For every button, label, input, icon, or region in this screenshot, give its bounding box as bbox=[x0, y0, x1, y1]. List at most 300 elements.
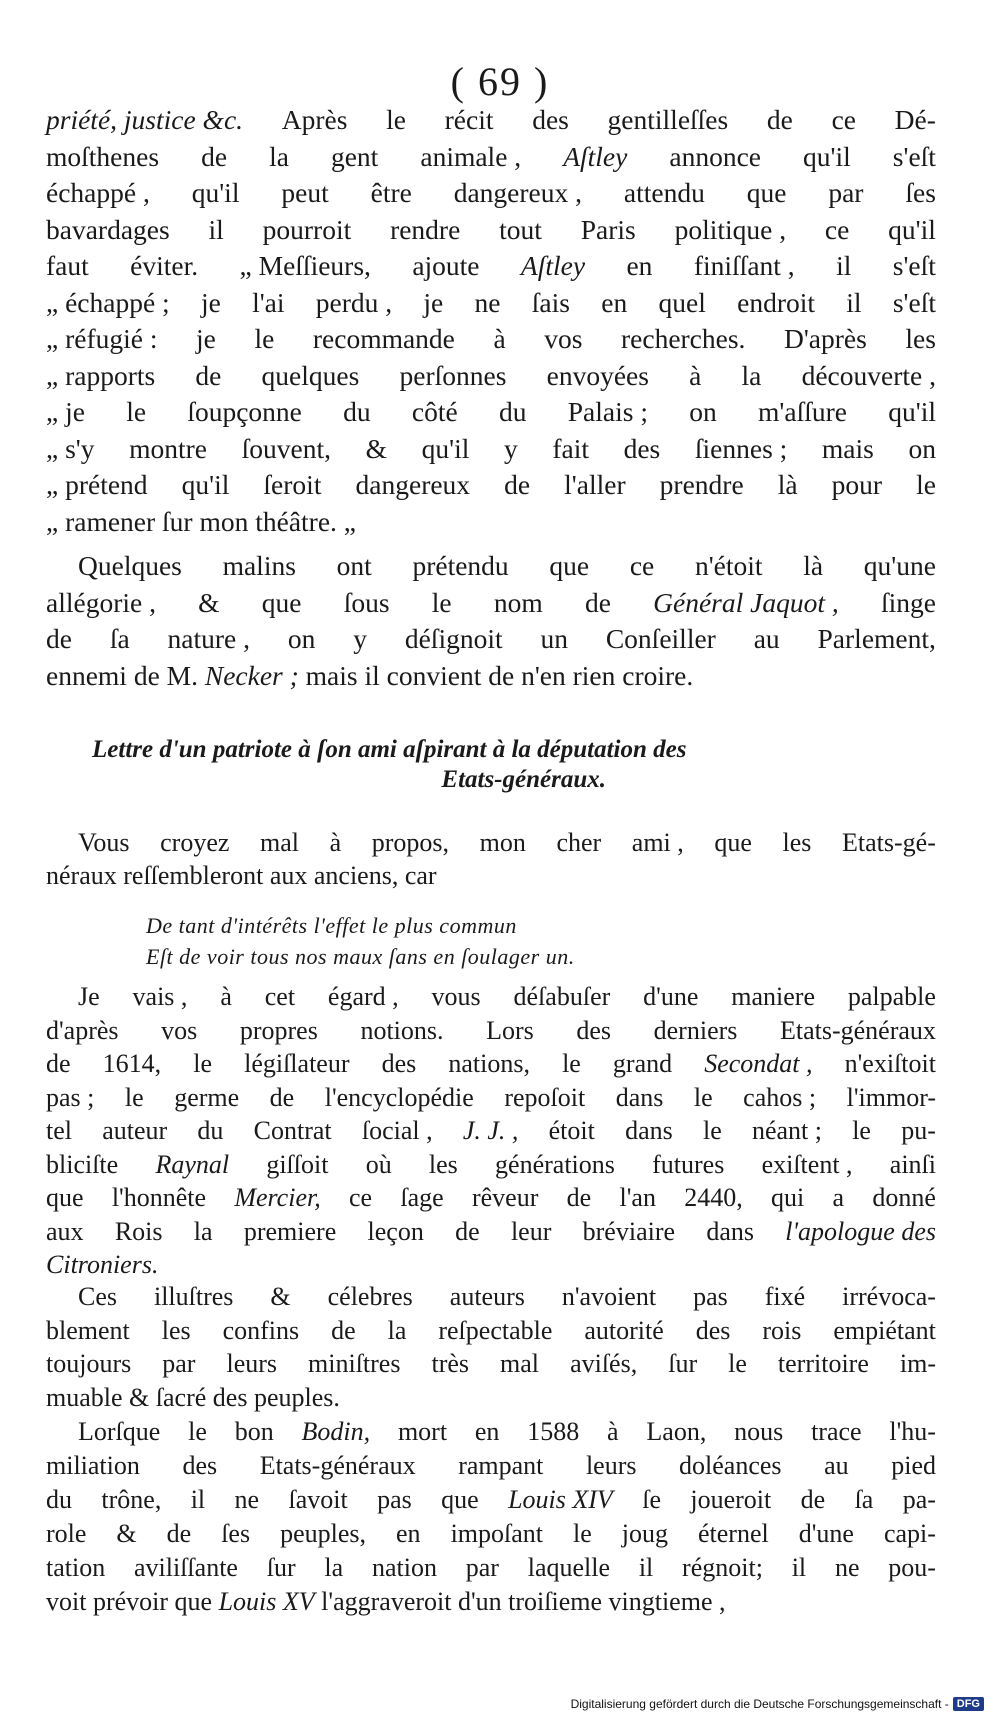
word: allégorie , bbox=[46, 586, 156, 618]
word: croyez bbox=[160, 828, 230, 857]
word: ſa bbox=[854, 1485, 874, 1514]
word: empiétant bbox=[833, 1315, 936, 1345]
word: déſabuſer bbox=[513, 982, 611, 1011]
word: il bbox=[208, 213, 224, 245]
word: ajoute bbox=[412, 250, 480, 281]
word: le bbox=[573, 1519, 592, 1548]
text-line bbox=[46, 1415, 936, 1449]
word: qu'une bbox=[863, 550, 936, 581]
word: le bbox=[254, 323, 275, 354]
word: Conſeiller bbox=[605, 623, 716, 654]
word: du bbox=[499, 396, 527, 427]
word: Ces bbox=[78, 1282, 117, 1311]
word: maniere bbox=[731, 982, 815, 1011]
word: nous bbox=[734, 1417, 784, 1446]
word: cher bbox=[556, 828, 602, 857]
word: quel bbox=[658, 286, 706, 318]
word: animale , bbox=[420, 140, 522, 172]
word: Citroniers. bbox=[46, 1250, 159, 1279]
word: de bbox=[584, 586, 611, 618]
word: le bbox=[702, 1116, 722, 1145]
word: irrévoca- bbox=[842, 1282, 936, 1311]
word: „ échappé ; bbox=[46, 286, 170, 318]
word: Quelques bbox=[78, 550, 182, 581]
word: qu'il bbox=[888, 213, 936, 245]
word: Aſtley bbox=[563, 140, 628, 172]
word: ne bbox=[234, 1485, 260, 1514]
text-line bbox=[46, 1014, 936, 1048]
text-line bbox=[46, 1517, 936, 1551]
text-line bbox=[46, 859, 936, 892]
word: des bbox=[532, 104, 569, 135]
text-line bbox=[46, 658, 936, 695]
word: „ je bbox=[46, 396, 85, 427]
text-line bbox=[46, 1181, 936, 1215]
word: germe bbox=[174, 1082, 240, 1112]
word: au bbox=[753, 623, 780, 654]
word: role bbox=[46, 1519, 87, 1548]
dfg-logo-icon: DFG bbox=[953, 1697, 984, 1711]
word: auteur bbox=[102, 1116, 168, 1145]
text-line bbox=[46, 102, 936, 139]
text-line bbox=[46, 1081, 936, 1115]
word: des bbox=[212, 1382, 248, 1412]
word: il bbox=[638, 1553, 654, 1582]
word: leurs bbox=[585, 1451, 637, 1480]
word: on bbox=[908, 432, 936, 464]
word: égard , bbox=[327, 982, 399, 1011]
word: donné bbox=[872, 1183, 936, 1212]
word: Lors bbox=[486, 1015, 534, 1045]
word: leçon bbox=[367, 1216, 424, 1246]
word: de bbox=[766, 104, 793, 135]
word: ſouvent, bbox=[241, 432, 331, 464]
word: d'une bbox=[643, 982, 699, 1011]
word: miniſtres bbox=[308, 1349, 401, 1378]
word: le bbox=[916, 469, 936, 500]
word: aux bbox=[46, 1216, 84, 1246]
word: la bbox=[324, 1553, 344, 1582]
word: théâtre. „ bbox=[255, 505, 356, 537]
word: Général Jaquot , bbox=[653, 586, 839, 618]
word: 2440, bbox=[684, 1183, 743, 1212]
word: échappé , bbox=[46, 177, 150, 208]
word: les bbox=[428, 1149, 458, 1179]
text-line bbox=[46, 504, 936, 541]
word: joueroit bbox=[690, 1485, 772, 1514]
word: fixé bbox=[764, 1282, 806, 1311]
text-line bbox=[46, 139, 936, 176]
word: pied bbox=[891, 1451, 936, 1480]
word: grand bbox=[612, 1049, 673, 1078]
word: illuſtres bbox=[153, 1282, 234, 1311]
word: propos, bbox=[371, 828, 450, 857]
word: étoit bbox=[548, 1116, 595, 1145]
paragraph-1 bbox=[46, 102, 936, 540]
text-line bbox=[46, 248, 936, 285]
word: premiere bbox=[243, 1216, 337, 1246]
word: Paris bbox=[580, 213, 636, 245]
word: ſais bbox=[531, 286, 570, 318]
verse-line-2: Eſt de voir tous nos maux ſans en ſoulager un. bbox=[146, 944, 575, 969]
word: „ prétend bbox=[46, 469, 148, 500]
word: politique , bbox=[674, 213, 787, 245]
word: ſavoit bbox=[288, 1485, 348, 1514]
word: aux bbox=[269, 861, 308, 890]
text-line bbox=[46, 321, 936, 358]
word: régnoit; bbox=[682, 1553, 763, 1582]
word: en bbox=[626, 250, 653, 281]
word: bliciſte bbox=[46, 1149, 119, 1179]
word: ainſi bbox=[889, 1149, 936, 1179]
word: perdu , bbox=[315, 286, 393, 318]
word: autorité bbox=[584, 1315, 664, 1345]
word: de bbox=[331, 1315, 356, 1345]
word: à bbox=[220, 982, 232, 1011]
text-line bbox=[46, 1114, 936, 1148]
word: bréviaire bbox=[582, 1216, 676, 1246]
letter-title-line-1 bbox=[46, 734, 936, 766]
word: attendu bbox=[623, 177, 705, 208]
word: ce bbox=[831, 104, 856, 135]
word: vos bbox=[544, 323, 583, 354]
word: dans bbox=[706, 1216, 754, 1246]
text-line bbox=[46, 1248, 936, 1282]
word: nations, bbox=[448, 1049, 530, 1078]
word: blement bbox=[46, 1315, 130, 1345]
word: peuples. bbox=[253, 1382, 340, 1412]
word: mal bbox=[500, 1349, 540, 1378]
word: de bbox=[566, 1183, 592, 1212]
word: le bbox=[126, 396, 147, 427]
word: ont bbox=[336, 550, 372, 581]
word: leurs bbox=[226, 1349, 278, 1378]
word: joug bbox=[621, 1519, 668, 1548]
word: ſinge bbox=[880, 586, 936, 618]
word: prendre bbox=[659, 469, 744, 500]
word: à bbox=[493, 323, 506, 354]
word: recherches. bbox=[621, 323, 746, 354]
word: mon bbox=[199, 505, 249, 537]
word: endroit bbox=[737, 286, 816, 318]
word: que bbox=[549, 550, 590, 581]
word: capi- bbox=[883, 1519, 936, 1548]
word: du bbox=[343, 396, 371, 427]
word: quelques bbox=[261, 359, 360, 391]
text-line bbox=[46, 467, 936, 504]
word: à bbox=[329, 828, 342, 857]
word: pas bbox=[377, 1485, 412, 1514]
word: M. bbox=[166, 659, 198, 691]
word: priété, justice &c. bbox=[46, 104, 244, 135]
digitization-footer bbox=[571, 1697, 984, 1711]
text-line bbox=[46, 1314, 936, 1348]
word: récit bbox=[444, 104, 494, 135]
word: n'étoit bbox=[694, 550, 763, 581]
word: dangereux bbox=[355, 469, 471, 500]
word: ſur bbox=[162, 505, 193, 537]
word: qu'il bbox=[181, 469, 230, 500]
word: ce bbox=[629, 550, 655, 581]
word: ami , bbox=[631, 828, 684, 857]
word: mais bbox=[821, 432, 874, 464]
word: anciens, bbox=[313, 861, 399, 890]
word: Louis XIV bbox=[508, 1485, 613, 1514]
word: que bbox=[261, 586, 302, 618]
word: tation bbox=[46, 1553, 106, 1582]
word: cet bbox=[264, 982, 296, 1011]
word: m'aſſure bbox=[758, 396, 847, 427]
word: mal bbox=[260, 828, 300, 857]
word: Vous bbox=[78, 828, 130, 857]
word: dans bbox=[615, 1082, 664, 1112]
word: pour bbox=[831, 469, 883, 500]
word: pou- bbox=[888, 1553, 936, 1582]
word: aviſés, bbox=[570, 1349, 638, 1378]
word: les bbox=[782, 828, 812, 857]
word: la bbox=[269, 140, 289, 172]
word: tout bbox=[499, 213, 542, 245]
word: n'en bbox=[521, 659, 566, 691]
word: Contrat bbox=[253, 1116, 332, 1145]
word: de bbox=[133, 659, 160, 691]
word: montre bbox=[129, 432, 208, 464]
word: ne bbox=[474, 286, 501, 318]
word: pa- bbox=[902, 1485, 936, 1514]
word: mort bbox=[397, 1417, 448, 1446]
word: l'an bbox=[619, 1183, 656, 1212]
word: J. J. , bbox=[462, 1116, 519, 1145]
word: dangereux , bbox=[453, 177, 582, 208]
word: je bbox=[200, 286, 221, 318]
word: toujours bbox=[46, 1349, 132, 1378]
word: déſignoit bbox=[404, 623, 503, 654]
word: Après bbox=[281, 104, 348, 135]
word: du bbox=[197, 1116, 224, 1145]
text-line bbox=[46, 1585, 936, 1619]
word: la bbox=[741, 359, 762, 391]
word: confins bbox=[222, 1315, 300, 1345]
word: peuples, bbox=[280, 1519, 367, 1548]
word: néraux bbox=[46, 861, 117, 890]
word: je bbox=[423, 286, 444, 318]
word: des bbox=[695, 1315, 731, 1345]
word: convient bbox=[386, 659, 482, 691]
word: s'eſt bbox=[892, 250, 936, 281]
text-line bbox=[46, 394, 936, 431]
text-line bbox=[46, 621, 936, 658]
word: là bbox=[803, 550, 824, 581]
word: ſes bbox=[905, 177, 936, 208]
word: vous bbox=[431, 982, 481, 1011]
word: ennemi bbox=[46, 659, 127, 691]
word: le bbox=[193, 1049, 212, 1078]
letter-title-line-2: Etats-généraux. bbox=[441, 766, 606, 793]
word: à bbox=[607, 1417, 619, 1446]
page-number: ( 69 ) bbox=[450, 59, 550, 104]
word: Etats-gé- bbox=[842, 828, 936, 857]
word: peut bbox=[281, 177, 329, 208]
title-text-1: Lettre d'un patriote à ſon ami aſpirant à la députation des bbox=[92, 736, 687, 763]
word: leur bbox=[510, 1216, 552, 1246]
word: qu'il bbox=[803, 140, 851, 172]
word: propres bbox=[239, 1015, 318, 1045]
word: Necker ; bbox=[204, 659, 299, 691]
word: en bbox=[601, 286, 628, 318]
word: ſous bbox=[343, 586, 390, 618]
word: le bbox=[728, 1349, 747, 1378]
word: impoſant bbox=[450, 1519, 543, 1548]
word: je bbox=[196, 323, 216, 354]
word: futures bbox=[652, 1149, 725, 1179]
word: ſoupçonne bbox=[187, 396, 302, 427]
word: auteurs bbox=[449, 1282, 525, 1311]
word: le bbox=[188, 1417, 207, 1446]
paragraph-3 bbox=[46, 826, 936, 892]
word: ce bbox=[824, 213, 850, 245]
word: le bbox=[124, 1082, 144, 1112]
word: bon bbox=[234, 1417, 274, 1446]
word: il bbox=[791, 1553, 807, 1582]
word: y bbox=[353, 623, 367, 654]
word: là bbox=[777, 469, 798, 500]
word: reſſembleront bbox=[123, 861, 264, 890]
word: ne bbox=[834, 1553, 860, 1582]
word: Palais ; bbox=[567, 396, 648, 427]
word: Parlement, bbox=[817, 623, 936, 654]
word: cahos ; bbox=[743, 1082, 817, 1112]
word: Laon, bbox=[646, 1417, 707, 1446]
word: ſur bbox=[266, 1553, 296, 1582]
word: le bbox=[693, 1082, 713, 1112]
word: ce bbox=[349, 1183, 373, 1212]
word: éviter. bbox=[130, 250, 199, 281]
word: pourroit bbox=[262, 213, 352, 245]
word: le bbox=[386, 104, 406, 135]
text-line bbox=[46, 1381, 936, 1415]
word: de bbox=[800, 1485, 826, 1514]
word: de bbox=[201, 140, 228, 172]
word: Bodin, bbox=[301, 1417, 371, 1446]
word: mais bbox=[305, 659, 358, 691]
word: l'aller bbox=[564, 469, 626, 500]
word: derniers bbox=[653, 1015, 738, 1045]
text-line bbox=[46, 285, 936, 322]
word: voit bbox=[46, 1587, 87, 1616]
word: recommande bbox=[312, 323, 455, 354]
word: reſpectable bbox=[438, 1315, 553, 1345]
word: ſocial , bbox=[361, 1116, 433, 1145]
word: être bbox=[370, 177, 412, 208]
word: perſonnes bbox=[399, 359, 507, 391]
text-line bbox=[46, 548, 936, 585]
word: aviliſſante bbox=[134, 1553, 238, 1582]
word: légiſlateur bbox=[244, 1049, 350, 1078]
text-line bbox=[46, 431, 936, 468]
word: trône, bbox=[101, 1485, 162, 1514]
text-line bbox=[46, 358, 936, 395]
word: néant ; bbox=[751, 1116, 822, 1145]
word: Etats-généraux bbox=[779, 1015, 936, 1045]
word: s'eſt bbox=[892, 286, 936, 318]
word: envoyées bbox=[546, 359, 649, 391]
word: rien bbox=[572, 659, 616, 691]
word: le bbox=[852, 1116, 871, 1145]
word: des bbox=[182, 1451, 218, 1480]
word: l'ai bbox=[252, 286, 285, 318]
word: & bbox=[198, 586, 220, 618]
word: dans bbox=[625, 1116, 673, 1145]
word: prétendu bbox=[412, 550, 509, 581]
word: où bbox=[365, 1149, 392, 1179]
word: au bbox=[824, 1451, 849, 1480]
word: Mercier, bbox=[234, 1183, 321, 1212]
word: finiſſant , bbox=[693, 250, 795, 281]
word: de bbox=[195, 359, 222, 391]
word: miliation bbox=[46, 1451, 140, 1480]
word: le bbox=[431, 586, 452, 618]
word: de bbox=[166, 1519, 192, 1548]
word: n'avoient bbox=[561, 1282, 657, 1311]
word: „ rapports bbox=[46, 359, 156, 391]
footer-text: Digitalisierung gefördert durch die Deutsche Forschungsgemeinschaft - bbox=[570, 1697, 949, 1711]
word: il bbox=[836, 250, 852, 281]
word: car bbox=[404, 861, 437, 890]
word: Lorſque bbox=[78, 1417, 161, 1446]
word: & bbox=[129, 1382, 150, 1412]
word: ſa bbox=[109, 623, 130, 654]
text-line bbox=[46, 585, 936, 622]
word: doléances bbox=[679, 1451, 782, 1480]
word: rendre bbox=[390, 213, 461, 245]
word: pas ; bbox=[46, 1082, 95, 1112]
text-line bbox=[46, 826, 936, 859]
word: les bbox=[905, 323, 936, 354]
word: mon bbox=[479, 828, 526, 857]
word: troiſieme bbox=[508, 1587, 603, 1616]
word: la bbox=[193, 1216, 213, 1246]
word: par bbox=[162, 1349, 196, 1378]
word: „ ramener bbox=[46, 505, 156, 537]
word: Louis XV bbox=[218, 1587, 315, 1616]
verse-line-1: De tant d'intérêts l'effet le plus commun bbox=[146, 913, 517, 938]
word: que bbox=[441, 1485, 479, 1514]
word: que bbox=[746, 177, 787, 208]
word: qui bbox=[771, 1183, 805, 1212]
word: d'après bbox=[46, 1015, 119, 1045]
word: trace bbox=[811, 1417, 862, 1446]
word: prévoir bbox=[92, 1587, 169, 1616]
word: Je bbox=[78, 982, 100, 1011]
word: l'aggraveroit bbox=[321, 1587, 452, 1616]
word: malins bbox=[222, 550, 296, 581]
word: le bbox=[562, 1049, 581, 1078]
word: des bbox=[576, 1015, 612, 1045]
word: bavardages bbox=[46, 213, 170, 245]
word: de bbox=[46, 623, 72, 654]
word: il bbox=[364, 659, 380, 691]
word: de bbox=[46, 1049, 71, 1078]
word: ſeroit bbox=[263, 469, 322, 500]
letter-title bbox=[46, 734, 936, 794]
word: vos bbox=[161, 1015, 198, 1045]
word: célebres bbox=[327, 1282, 413, 1311]
word: les bbox=[161, 1315, 191, 1345]
word: que bbox=[174, 1587, 213, 1616]
word: des bbox=[623, 432, 661, 464]
word: pu- bbox=[901, 1116, 936, 1145]
word: d'un bbox=[457, 1587, 502, 1616]
